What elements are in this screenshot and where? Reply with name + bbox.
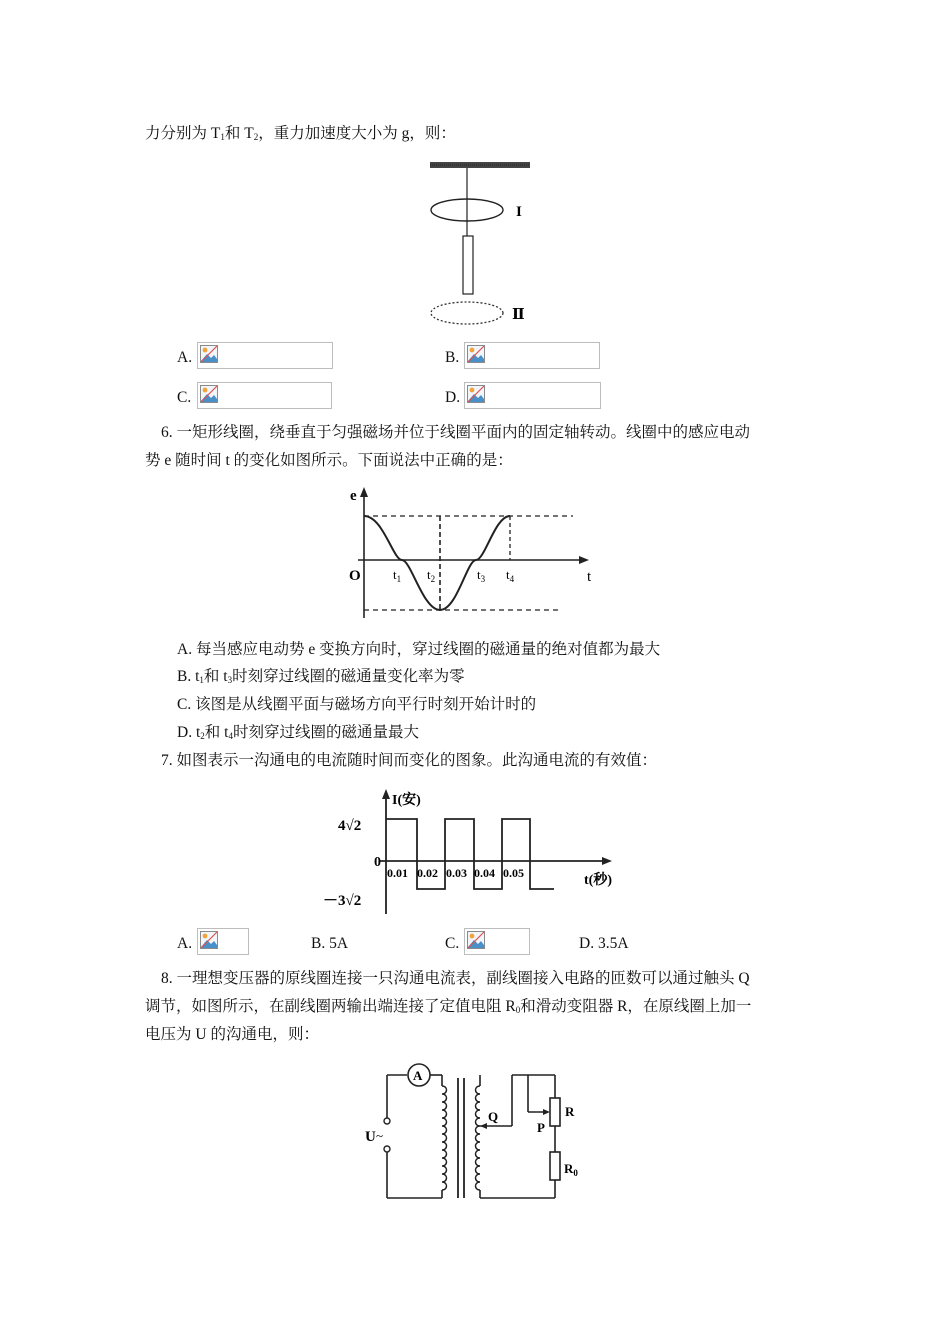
tick-label: 0.01	[387, 866, 408, 880]
origin-label: O	[349, 568, 361, 584]
t4-label: $t_4$	[506, 567, 515, 584]
x-axis-label: t	[587, 569, 592, 585]
q5-option-b-label: B.	[445, 349, 460, 366]
secondary-coil	[476, 1086, 481, 1190]
square-wave	[386, 819, 554, 889]
y-axis-label: e	[350, 488, 357, 504]
tick-label: 0.03	[446, 866, 467, 880]
q7-current-graph	[322, 786, 632, 918]
q5-option-d-label: D.	[445, 389, 461, 406]
q6-option-b: B. $t_1$和 $t_3$时刻穿过线圈的磁通量变化率为零	[177, 668, 465, 685]
q7-option-c-image	[464, 928, 530, 955]
neg-value-label: －3√2	[323, 893, 362, 909]
q6-emf-graph	[343, 484, 603, 624]
broken-image-icon	[200, 385, 218, 403]
fixed-resistor	[550, 1152, 560, 1180]
ac-symbol: ~	[376, 1128, 384, 1143]
ring-2-label: Ⅱ	[512, 307, 525, 323]
q5-option-c-image	[197, 382, 332, 409]
x-axis-arrow	[579, 556, 589, 564]
q5-option-b-image	[464, 342, 600, 369]
y-axis-arrow	[360, 487, 368, 497]
q7-option-b: B. 5A	[311, 935, 349, 952]
ring-1-label: I	[516, 204, 522, 220]
emf-curve	[364, 516, 510, 610]
q7-option-a-image	[197, 928, 249, 955]
q5-option-a-image	[197, 342, 333, 369]
bar-magnet	[463, 236, 473, 294]
q8-transformer-circuit	[360, 1058, 600, 1208]
tap-label: Q	[488, 1109, 499, 1124]
broken-image-icon	[200, 931, 218, 949]
broken-image-icon	[467, 931, 485, 949]
source-terminal-top	[384, 1118, 390, 1124]
tick-label: 0.05	[503, 866, 524, 880]
q5-option-c-label: C.	[177, 389, 192, 406]
y-axis-arrow	[382, 789, 390, 799]
tick-label: 0.02	[417, 866, 438, 880]
t1-label: $t_1$	[393, 567, 402, 584]
fixed-resistor-label: $R_0$	[564, 1161, 578, 1178]
q6-option-c: C. 该图是从线圈平面与磁场方向平行时刻开始计时的	[177, 696, 537, 713]
ring-2	[431, 302, 503, 324]
ammeter-label: A	[413, 1068, 423, 1083]
t2-label: $t_2$	[427, 567, 436, 584]
q5-ring-magnet-figure	[420, 158, 540, 333]
zero-label: 0	[374, 855, 381, 870]
slider-arrow	[543, 1109, 550, 1115]
q8-stem-line1: 8. 一理想变压器的原线圈连接一只沟通电流表，副线圈接入电路的匝数可以通过触头 Q	[161, 970, 750, 987]
rheostat-label: R	[565, 1104, 575, 1119]
q7-option-a-label: A.	[177, 935, 193, 952]
q8-stem-line3: 电压为 U 的沟通电，则：	[145, 1026, 319, 1043]
q7-option-c-label: C.	[445, 935, 460, 952]
q7-option-d: D. 3.5A	[579, 935, 629, 952]
slider-label: P	[537, 1120, 545, 1135]
q8-stem-line2: 调节，如图所示，在副线圈两输出端连接了定值电阻 $R_0$和滑动变阻器 R，在原线圈上加一	[145, 998, 752, 1015]
q6-stem-line2: 势 e 随时间 t 的变化如图所示。下面说法中正确的是：	[145, 452, 513, 469]
source-label: U	[365, 1129, 376, 1145]
rheostat	[550, 1098, 560, 1126]
q5-option-d-image	[464, 382, 601, 409]
q5-stem: 力分别为 $T_1$和 $T_2$，重力加速度大小为 g，则：	[145, 125, 456, 142]
q6-stem-line1: 6. 一矩形线圈，绕垂直于匀强磁场并位于线圈平面内的固定轴转动。线圈中的感应电动	[161, 424, 751, 441]
broken-image-icon	[200, 345, 218, 363]
x-axis-label: t(秒)	[584, 873, 612, 888]
q7-stem: 7. 如图表示一沟通电的电流随时间而变化的图象。此沟通电流的有效值：	[161, 752, 658, 769]
y-axis-label: I(安)	[392, 793, 421, 808]
tick-label: 0.04	[474, 866, 495, 880]
broken-image-icon	[467, 345, 485, 363]
source-terminal-bottom	[384, 1146, 390, 1152]
q5-option-a-label: A.	[177, 349, 193, 366]
q6-option-d: D. $t_2$和 $t_4$时刻穿过线圈的磁通量最大	[177, 724, 419, 741]
q6-option-a: A. 每当感应电动势 e 变换方向时，穿过线圈的磁通量的绝对值都为最大	[177, 641, 661, 658]
primary-coil	[442, 1086, 447, 1190]
t3-label: $t_3$	[477, 567, 486, 584]
x-axis-arrow	[602, 857, 612, 865]
broken-image-icon	[467, 385, 485, 403]
pos-value-label: 4√2	[338, 818, 362, 834]
